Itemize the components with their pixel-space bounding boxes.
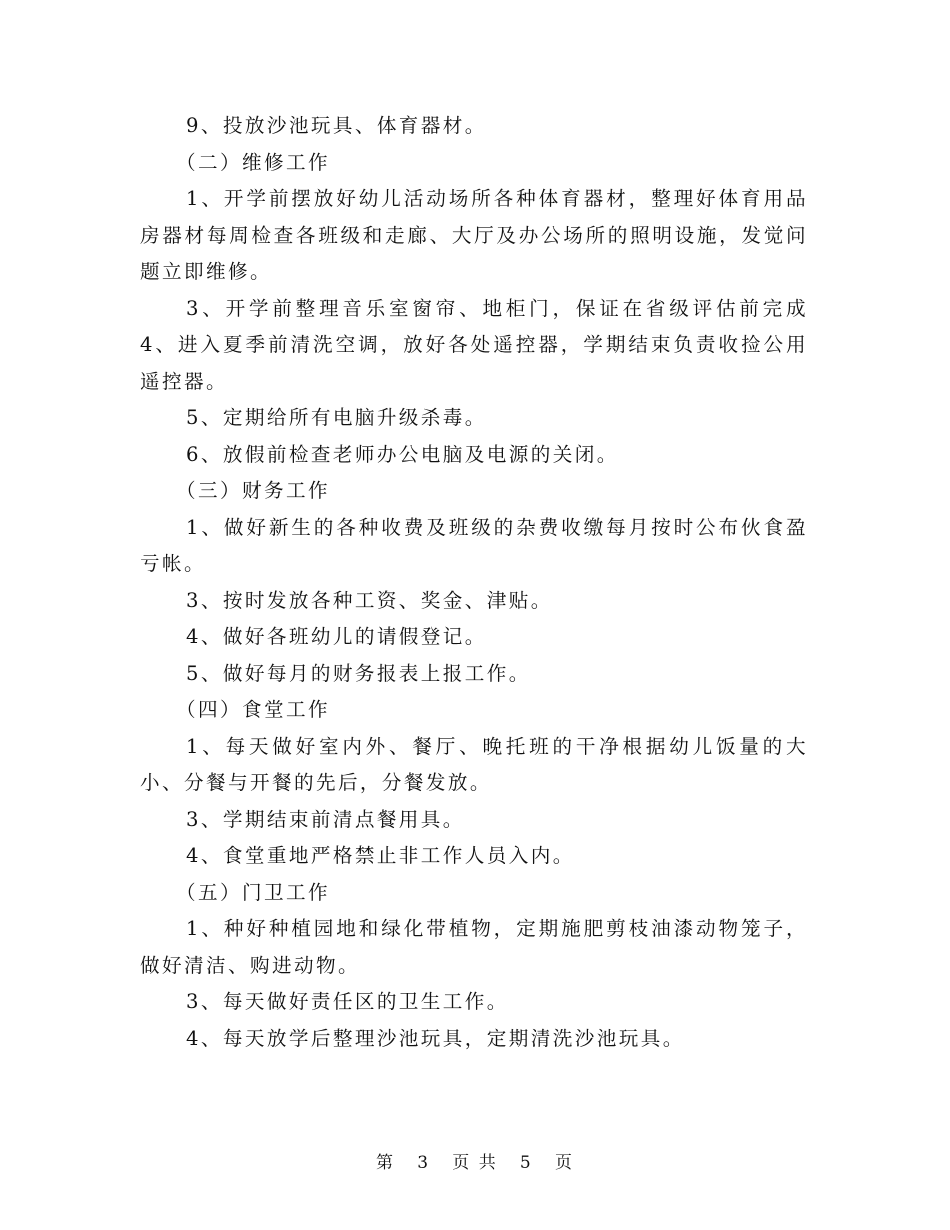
paragraph: 6、放假前检查老师办公电脑及电源的关闭。 (186, 442, 619, 466)
page-label-prefix: 第 (376, 1153, 396, 1173)
section-heading: （二）维修工作 (176, 150, 330, 174)
current-page-number: 3 (417, 1153, 431, 1173)
section-heading: （三）财务工作 (176, 479, 330, 502)
page-label-middle: 页 共 (452, 1153, 498, 1173)
section-heading: （四）食堂工作 (176, 698, 330, 721)
paragraph: 1、每天做好室内外、餐厅、晚托班的干净根据幼儿饭量的大小、分餐与开餐的先后，分餐发放。 (140, 734, 808, 794)
section-heading: （五）门卫工作 (176, 880, 330, 904)
paragraph: 1、开学前摆放好幼儿活动场所各种体育器材，整理好体育用品房器材每周检查各班级和走廊、大厅及办公场所的照明设施，发觉问题立即维修。 (140, 187, 808, 283)
paragraph: 4、做好各班幼儿的请假登记。 (186, 625, 487, 648)
paragraph: 5、定期给所有电脑升级杀毒。 (186, 406, 487, 429)
paragraph: 3、开学前整理音乐室窗帘、地柜门，保证在省级评估前完成4、进入夏季前清洗空调，放好各处遥控器，学期结束负责收捡公用遥控器。 (140, 296, 808, 393)
paragraph: 1、做好新生的各种收费及班级的杂费收缴每月按时公布伙食盈亏帐。 (140, 515, 808, 575)
paragraph: 4、每天放学后整理沙池玩具，定期清洗沙池玩具。 (186, 1026, 685, 1050)
page-label-suffix: 页 (554, 1153, 574, 1173)
paragraph: 9、投放沙池玩具、体育器材。 (186, 114, 487, 137)
paragraph: 1、种好种植园地和绿化带植物，定期施肥剪枝油漆动物笼子，做好清洁、购进动物。 (140, 917, 808, 977)
paragraph: 5、做好每月的财务报表上报工作。 (186, 661, 531, 685)
document-body (140, 108, 808, 1057)
page-footer (0, 1152, 950, 1174)
paragraph: 3、学期结束前清点餐用具。 (186, 807, 465, 831)
paragraph: 3、每天做好责任区的卫生工作。 (186, 990, 509, 1013)
total-pages-number: 5 (519, 1153, 533, 1173)
paragraph: 4、食堂重地严格禁止非工作人员入内。 (186, 844, 575, 867)
paragraph: 3、按时发放各种工资、奖金、津贴。 (186, 588, 553, 612)
